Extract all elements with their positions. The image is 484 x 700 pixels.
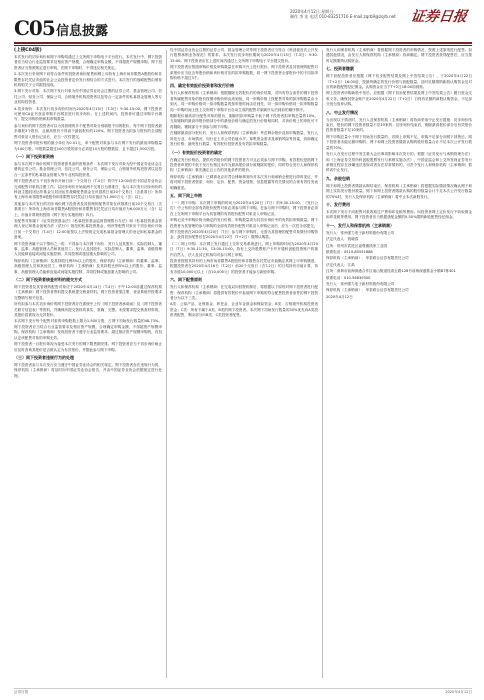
paragraph: 剔除报价最高部分配售对象的报价，剔除的拟申购量不低于网下投资者拟申购总量的10%。当拟剔除的最高申报价格部分中的最低价格与确定的发行价格相同时，对该价格上的申报可不再剔除。剔除部分不得参与网下申购。: [170, 114, 318, 129]
paragraph: 发行人和保荐机构（主承销商）根据剔除无效报价后的询价结果，对所有符合条件的网下投资者所属配售对象的报价按照申购价格由高到低、同一申购价格上按配售对象的拟申购数量由小到大、同一申购价格同一拟申购数量的按申报时间由后到先、同一拟申购价格同一拟申购数量同一申购时间上按上交所网下申购平台自动生成的配售对象顺序从后到前的顺序排序。: [170, 91, 318, 112]
paragraph: 本次网下发行不向配售对象收取过户费和印花税等费用。向投资者网上定价发行不收取佣金和印花税等费用。网下投资者应当根据获配金额的0.50%缴纳新股配售经纪佣金。: [326, 209, 472, 220]
header-rule-thin: [14, 45, 472, 46]
section-heading: 四、确定有效报价投资者和发行价格: [170, 83, 234, 89]
paragraph: 保荐机构（主承销商）及其持股比例5%以上的股东，保荐机构（主承销商）的董事、监事、高级管理人员和其他员工；保荐机构（主承销商）及其持股比例5%以上的股东、董事、监事、高级管理人员能够直接或间接实施控制、共同控制或施加重大影响的公司。: [14, 258, 162, 274]
page-code: C05: [14, 16, 55, 40]
paragraph: 网下获配投资者应根据《网下初步配售结果及网上中签结果公告》，于2020年4月22日（T+2日）16:00前，按最终确定的发行价格与获配数量，及时足额缴纳新股认购资金及对应的新股配售经纪佣金。认购资金应当于T+2日16:00前到账。: [326, 74, 472, 90]
section-heading: 六、网下配售原则: [170, 277, 202, 283]
section-heading: 九、余股包销: [326, 175, 350, 181]
paragraph: 网下投资者应当于初步询价开始日前一个交易日（T-4日）的中午12:00前在中国证券业协会完成配售对象的注册工作。以初步询价开始前两个交易日为基准日，参与本次发行初步询价的科创主题封闭运作基金与封闭运作战略配售基金在该基准日前20个交易日（含基准日）所持有上海市场非限售A股股份和非限售存托凭证日均市值应为1,000万元（含）以上。: [14, 179, 162, 200]
paragraph: 联系电话：0519-85551888: [326, 249, 373, 254]
newspaper-logo: 证券日报: [409, 9, 468, 25]
paragraph: 4.初步询价：本次发行初步询价时间为2020年4月15日（T-3日）9:30-15:00。网下投资者可使用CA证书登录申购平台网页进行初步询价。在上述时间内，投资者可通过申购平台填写、提交申购价格和拟申购数量。: [14, 106, 162, 122]
paragraph: 保荐机构（主承销商）已聘请北京市君合律师事务所对本次发行和承销全程进行即时见证，并将对网下投资者资质、询价、定价、配售、资金划拨、信息披露等有关情况的合规有效性发表明确意见。: [170, 174, 318, 190]
paragraph: 本次发行的初步询价和网下申购均通过上交所网下申购电子平台进行。本次发行中，网下投资者应当结合行业监管要求及相应资产规模，合理确定申购金额，不得超资产规模申购。网下投资者应当按照规定进行申购，在网下申购时，不得违反相关规定。: [14, 55, 162, 70]
paragraph: 参与询价的网下投资者可以为其管理的多个配售对象分别填报不同的报价，每个网下投资者最多填报3个报价，且最高报价不得高于最低报价的120%。网下投资者为拟参与报价的全部配售对象录入报价记录后，应当一次性提交。: [14, 123, 162, 139]
paragraph: 网下投资者参与本次发行应当遵守中国证券业协会的相关规定。网下投资者存在违规行为的，保荐机构（主承销商）将及时向中国证券业协会报告，并由中国证券业协会依据规定进行处理。: [14, 362, 162, 378]
paragraph: 网下申购总量小于网下初始发行数量的；若网上申购不足，申购不足部分向网下回拨后，网下投资者未能足额申购的；网下和网上投资者缴款认购的股份数量合计不足本次公开发行数量的70%。: [326, 134, 472, 150]
footer-left: 证券日报: [14, 690, 29, 694]
paragraph: 申购记录中申购价格为确定的发行价格，申购数量须为其初步询价中的有效拟申购数量。网下投资者为其管理的参与申购的全部有效报价配售对象录入申购记录后，应当一次性全部提交。: [170, 218, 318, 228]
paragraph: 网下投资者申报价格的最小单位为0.01元，单个配售对象参与本次网下发行的最低申购数量为100万股，申报数量超过100万股的部分必须是10万股的整数倍，且不超过1,500万股。: [14, 141, 162, 151]
header-rule: [14, 42, 472, 44]
paragraph: 所有拟参与本次初步询价的网下投资者应在系统中上传《网下投资者承诺函》及《网下投资者关联方信息表》等资料，并确保所提交资料的真实、准确、完整。未按要求提交核查材料的，其报价将被视为无效报价。: [14, 302, 162, 318]
header-contact: 制作 李 宏 电话 010-83251716 E-mail:zqrb9@zqrb.net: [290, 14, 396, 19]
text-column-1: [14, 48, 162, 380]
paragraph: 网下投资者在2020年4月20日（T日）参与网下申购时，无需为其管理的配售对象缴付申购资金，获得初步配售后在2020年4月22日（T+2日）缴纳认购款。: [170, 229, 318, 240]
masthead: [0, 0, 484, 44]
section-heading: （二）网下投资者核查材料的提交方式: [14, 277, 82, 283]
paragraph: 2020年4月12日: [326, 294, 353, 299]
header-date: 2020年4月12日 星期日: [290, 9, 334, 14]
section-heading: （三）网下投资者违规行为的处理: [14, 354, 74, 360]
paragraph: 保荐机构（主承销商）：华泰联合证券有限责任公司: [326, 288, 409, 293]
paragraph: 发行人：常州强力电子新材料股份有限公司: [326, 230, 395, 235]
text-column-2: [170, 48, 318, 320]
footer-rule: [14, 688, 472, 689]
column-divider: [166, 50, 167, 678]
section-title: 信息披露: [56, 24, 109, 39]
paragraph: 发行人：常州强力电子新材料股份有限公司: [326, 282, 395, 286]
paragraph: （二）网上申购：本次网上发行通过上交所交易系统进行。网上申购的时间为2020年4月20日（T日）9:30-11:30、13:00-15:00。持有上交所股票账户卡并开通科创板投资账户的境内自然人、法人及其它机构均可参与网上申购。: [170, 241, 318, 257]
paragraph: 联系电话：010-56839300: [326, 275, 371, 280]
paragraph: 发行人在发行过程中发生重大会后事项影响本次发行的；根据《证券发行与承销管理办法》和《上海证券交易所科创板股票发行与承销实施办法》，中国证监会和上交所发现证券发行承销过程存在涉嫌违法违规或者存在异常情形的，可责令发行人和保荐机构（主承销商）暂停或中止发行。: [326, 152, 472, 173]
section-heading: 八、中止发行情况: [326, 109, 358, 115]
paragraph: 当出现以下情况时，发行人及保荐机构（主承销商）将协商采取中止发行措施：初步询价结束后，报价的网下投资者数量不足10家的；初步询价结束后，剔除最高报价部分后有效报价投资者数量不足10家的。: [326, 117, 472, 133]
header-info: [290, 9, 410, 19]
paragraph: 其他参与本次发行的初步询价网下投资者及其管理的配售对象在该基准日前20个交易日（含基准日）所持有上海市场非限售A股股份和非限售存托凭证日均市值应为6,000万元（含）以上。市值计算规则按照《网下发行实施细则》执行。: [14, 201, 162, 217]
section-heading: （一）网下投资者资格: [14, 153, 54, 159]
section-heading: 十一、发行人和保荐机构（主承销商）: [326, 222, 394, 228]
paragraph: 网下和网上投资者缴款认购结束后，保荐机构（主承销商）将根据实际缴款情况确认网下和网上实际发行股份数量。网下和网上投资者缴款认购的股份数量合计不足本次公开发行数量的70%时，发行人及保荐机构（主承销商）将中止本次新股发行。: [326, 183, 472, 199]
paragraph: 网下投资者属于以下情形之一的，不得参与本次网下询价：发行人及其股东、实际控制人、董事、监事、高级管理人员和其他员工；发行人及其股东、实际控制人、董事、监事、高级管理人员能够直接或间接实施控制、共同控制或施加重大影响的公司。: [14, 241, 162, 257]
paragraph: 2.本次发行采用网下向符合条件的投资者询价配售和网上向持有上海市场非限售A股股份和非限售存托凭证市值的社会公众投资者定价发行相结合的方式进行。本次发行的战略配售由保荐机构相关子公司跟投组成。: [14, 72, 162, 88]
paragraph: 发行人和保荐机构（主承销商）将根据网下投资者的申购情况，按照上述原则进行配售。如遇其他情况，由发行人和保荐机构（主承销商）协商确定。网下投资者获得配售后，应当按时足额缴纳认购资金。: [326, 48, 472, 63]
column-divider: [322, 50, 323, 678]
paragraph: 在剔除最高部分报价后，发行人和保荐机构（主承销商）考虑剩余报价及拟申购数量、发行人所处行业、市场情况、同行业上市公司估值水平、募集资金需求及承销风险等因素，协商确定发行价格、最终发行数量、有效报价投资者及有效拟申购数量。: [170, 131, 318, 147]
footer-date: 2020年4月12日: [445, 690, 472, 694]
section-heading: 五、网下网上申购: [170, 192, 202, 198]
paragraph: 经中国证券业协会注册的证券公司、基金管理公司等网下投资者应当符合《科创板首次公开发行股票承销业务规范》的要求。本次发行初步询价期间为2020年4月15日（T-3日）9:30-15:00。网下投资者应在上述时间内通过上交所网下申购电子平台提交报价。: [170, 48, 318, 63]
paragraph: 3.网下发行对象：本次网下发行对象为经中国证券业协会注册的证券公司、基金管理公司、信托公司、财务公司、保险公司、合格境外机构投资者以及符合一定条件的私募基金管理人等专业机构投资者。: [14, 89, 162, 105]
text-column-3: [326, 48, 472, 301]
paragraph: 住所：常州市武进区遥观镇钱家工业园: [326, 243, 388, 248]
section-heading: 七、投资者缴款: [326, 66, 354, 72]
paragraph: 本次网下发行每个配售对象的申购股数上限为1,500万股，占网下初始发行数量的48.73%。网下投资者应当结合行业监管要求及相应资产规模，合理确定申购金额，不得超资产规模申购。保荐机构（主承销商）发现投资者不遵守行业监管要求、超过相应资产规模申购的，有权认定该配售对象的申购无效。: [14, 319, 162, 340]
paragraph: 法定代表人：江禹: [326, 262, 355, 267]
section-heading: 十、发行费用: [326, 201, 350, 207]
paragraph: 投资者按照其持有的上海市场非限售A股股份和非限售存托凭证市值确定其网上可申购额度。根据投资者在2020年4月16日（T-2日）前20个交易日（含T-2日）的日均持有市值计算，持有市值10,000元以上（含10,000元）的投资者才能参与新股申购。: [170, 259, 318, 274]
paragraph: 若配售对象属于《证券投资基金法》《私募投资基金监督管理暂行办法》和《私募投资基金管理人登记和基金备案办法（试行）》规范的私募投资基金，则该等配售对象应于初步询价开始日前一个交易日（T-4日）12:00前按以上法规规定完成私募基金管理人的登记和私募基金的备案。: [14, 218, 162, 240]
paragraph: 网下投资者应按照申购价格及申购数量在申购平台上进行报价。网下投资者及其管理的配售对象报价应当包含每股价格和该价格对应的拟申购股数，同一网下投资者全部报价中的不同拟申购价格不超过3个。: [170, 65, 318, 81]
paragraph: 参与本次网下询价的网下投资者需具备的资格条件：本次网下发行对象为经中国证券业协会注册的证券公司、基金管理公司、信托公司、财务公司、保险公司、合格境外机构投资者以及符合一定条件的私募基金管理人等专业机构投资者。: [14, 161, 162, 177]
section-heading: （一）有效报价投资者的确定: [170, 149, 222, 155]
paragraph: （一）网下申购：本次网下申购的时间为2020年4月20日（T日）的9:30-15:00。《发行公告》中公布的全部有效报价配售对象必须参与网下申购。在参与网下申购时，网下投资者必须在上交所网下申购平台为其管理的有效报价配售对象录入申购记录。: [170, 200, 318, 216]
paragraph: 保荐机构（主承销商）：华泰联合证券有限责任公司: [326, 256, 409, 261]
paragraph: A类：公募产品、社保基金、养老金、企业年金基金和保险资金；B类：合格境外机构投资者资金；C类：所有不属于A类、B类的网下投资者。本次网下初始发行数量的50%优先向A类投资者配售，剩余部分向B类、C类投资者配售。: [170, 302, 318, 318]
paragraph: 发行人和保荐机构（主承销商）在完成双向回拨机制后，将根据以下原则对网下投资者进行配售：保荐机构（主承销商）将提供有效报价并参加网下申购的符合配售投资者条件的网下投资者分为以下三类。: [170, 285, 318, 301]
paragraph: 网下投资者及其管理的配售对象应于2020年4月14日（T-4日）中午12:00前通过保荐机构（主承销商）网下投资者资料提交系统提交核查材料。网下投资者需注册、登录系统并按要求完整填写相关信息。: [14, 285, 162, 300]
paragraph: 在确定发行价格后，提供有效报价的网下投资者方可且必须参与网下申购。有效报价是指网下投资者申报的不低于发行价格且未作为最高报价部分被剔除的报价，同时符合发行人和保荐机构（主承销商）事先确定且公告的其他条件的报价。: [170, 157, 318, 173]
paragraph: 网下投资者一旦报价即视为接受本次发行的网下限售期安排。网下投资者应当于初步询价截止后及时查询其报价是否被认定为有效报价，并据此参与网下申购。: [14, 342, 162, 352]
paragraph: 住所：深圳市前海深港合作区南山街道桂湾五路128号前海深港基金小镇B7栋401: [326, 269, 456, 274]
paragraph: 网上投资者申购新股中签后，应根据《网下初步配售结果及网上中签结果公告》履行资金交收义务，确保其资金账户在2020年4月22日（T+2日）日终有足额的新股认购资金，不足部分视为放弃认购。: [326, 91, 472, 107]
section-heading: (上接C04版): [14, 48, 42, 53]
paragraph: 法定代表人：钱晓春: [326, 237, 359, 242]
